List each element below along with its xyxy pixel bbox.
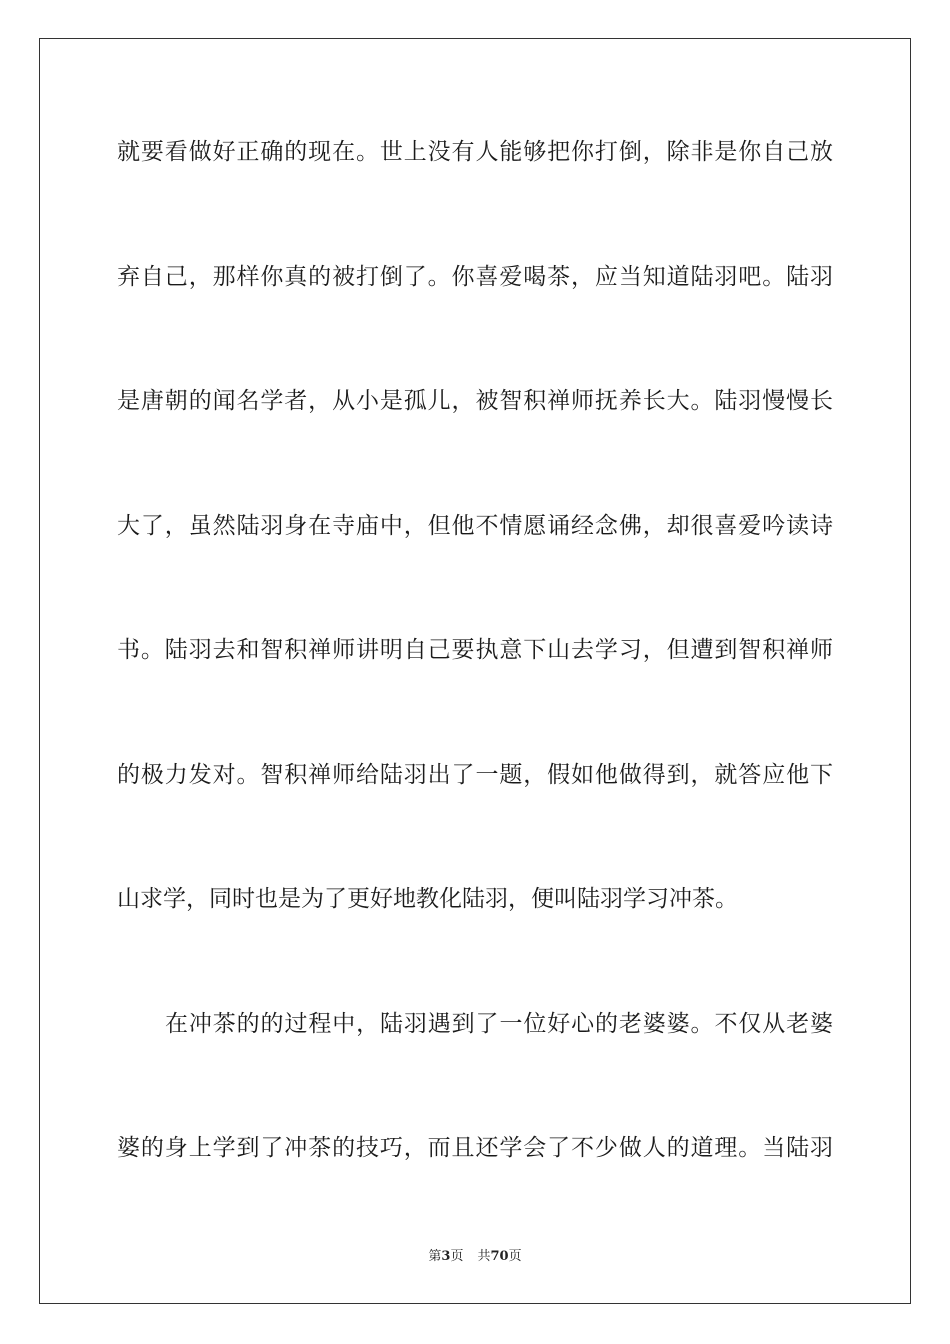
page-footer — [0, 1248, 950, 1266]
page-border — [39, 38, 911, 1304]
body-text-line-6: 的极力发对。智积禅师给陆羽出了一题，假如他做得到，就答应他下 — [117, 762, 833, 788]
body-text-line-3: 是唐朝的闻名学者，从小是孤儿，被智积禅师抚养长大。陆羽慢慢长 — [117, 388, 833, 414]
body-text-line-7: 山求学，同时也是为了更好地教化陆羽，便叫陆羽学习冲茶。 — [117, 886, 738, 912]
body-text-line-2: 弃自己，那样你真的被打倒了。你喜爱喝茶，应当知道陆羽吧。陆羽 — [117, 264, 833, 290]
total-pages-label: 共70页 — [477, 1249, 522, 1264]
body-text-line-1: 就要看做好正确的现在。世上没有人能够把你打倒，除非是你自己放 — [117, 139, 833, 165]
body-text-line-9: 婆的身上学到了冲茶的技巧，而且还学会了不少做人的道理。当陆羽 — [117, 1135, 833, 1161]
page-number-label: 第3页 — [428, 1249, 464, 1264]
body-text-line-5: 书。陆羽去和智积禅师讲明自己要执意下山去学习，但遭到智积禅师 — [117, 637, 833, 663]
body-text-line-4: 大了，虽然陆羽身在寺庙中，但他不情愿诵经念佛，却很喜爱吟读诗 — [117, 513, 833, 539]
body-text-line-8: 在冲茶的的过程中，陆羽遇到了一位好心的老婆婆。不仅从老婆 — [165, 1011, 833, 1037]
